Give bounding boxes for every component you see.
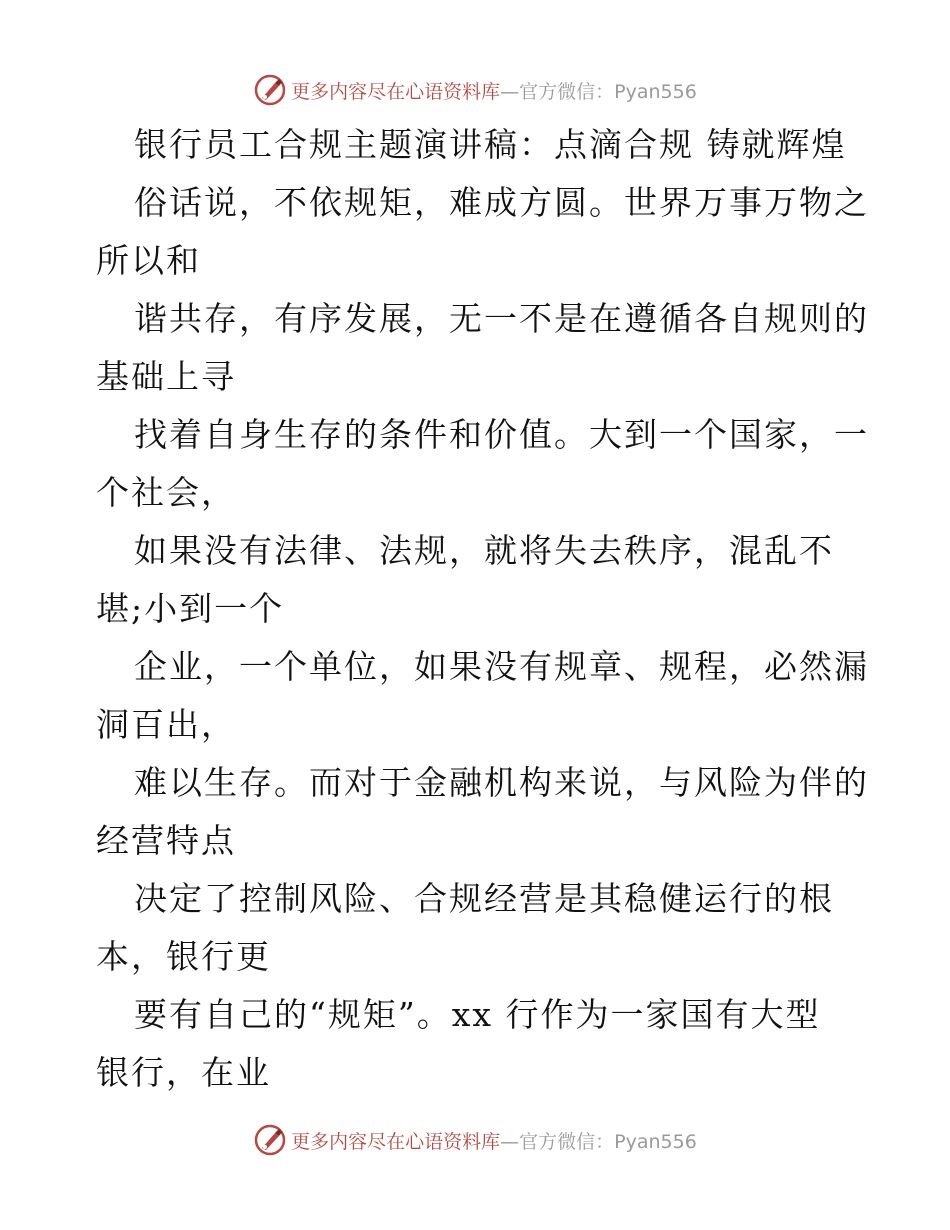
text-line: 个社会，: [96, 473, 236, 512]
pen-circle-icon: [253, 73, 287, 107]
banner-separator: —: [500, 1130, 520, 1153]
text-line: 难以生存。而对于金融机构来说，与风险为伴的: [134, 763, 869, 802]
text-line: 决定了控制风险、合规经营是其稳健运行的根: [134, 879, 834, 918]
banner-brand-text: 更多内容尽在心语资料库: [291, 1130, 501, 1153]
text-line: 找着自身生存的条件和价值。大到一个国家，一: [134, 415, 869, 454]
banner-wechat-text: 官方微信：Pyan556: [519, 80, 697, 103]
text-line: 基础上寻: [96, 357, 236, 396]
document-title: 银行员工合规主题演讲稿：点滴合规 铸就辉煌: [134, 125, 847, 164]
banner-text: [291, 77, 697, 104]
banner-separator: —: [500, 80, 520, 103]
text-line: 企业，一个单位，如果没有规章、规程，必然漏: [134, 647, 869, 686]
text-line: 本，银行更: [96, 937, 271, 976]
text-line: 堪;小到一个: [96, 589, 285, 628]
text-line: 银行，在业: [96, 1053, 271, 1092]
pen-circle-icon: [253, 1123, 287, 1157]
text-line: 谐共存，有序发展，无一不是在遵循各自规则的: [134, 299, 869, 338]
banner-brand-text: 更多内容尽在心语资料库: [291, 80, 501, 103]
text-line: 经营特点: [96, 821, 236, 860]
banner-text: [291, 1127, 697, 1154]
header-banner: [0, 70, 950, 110]
text-line: 如果没有法律、法规，就将失去秩序，混乱不: [134, 531, 834, 570]
banner-wechat-text: 官方微信：Pyan556: [519, 1130, 697, 1153]
text-line: 所以和: [96, 241, 201, 280]
document-body: [96, 116, 869, 1102]
text-line: 洞百出，: [96, 705, 236, 744]
text-line: 俗话说，不依规矩，难成方圆。世界万事万物之: [134, 183, 869, 222]
text-line: 要有自己的“规矩”。xx 行作为一家国有大型: [134, 995, 821, 1034]
footer-banner: [0, 1120, 950, 1160]
